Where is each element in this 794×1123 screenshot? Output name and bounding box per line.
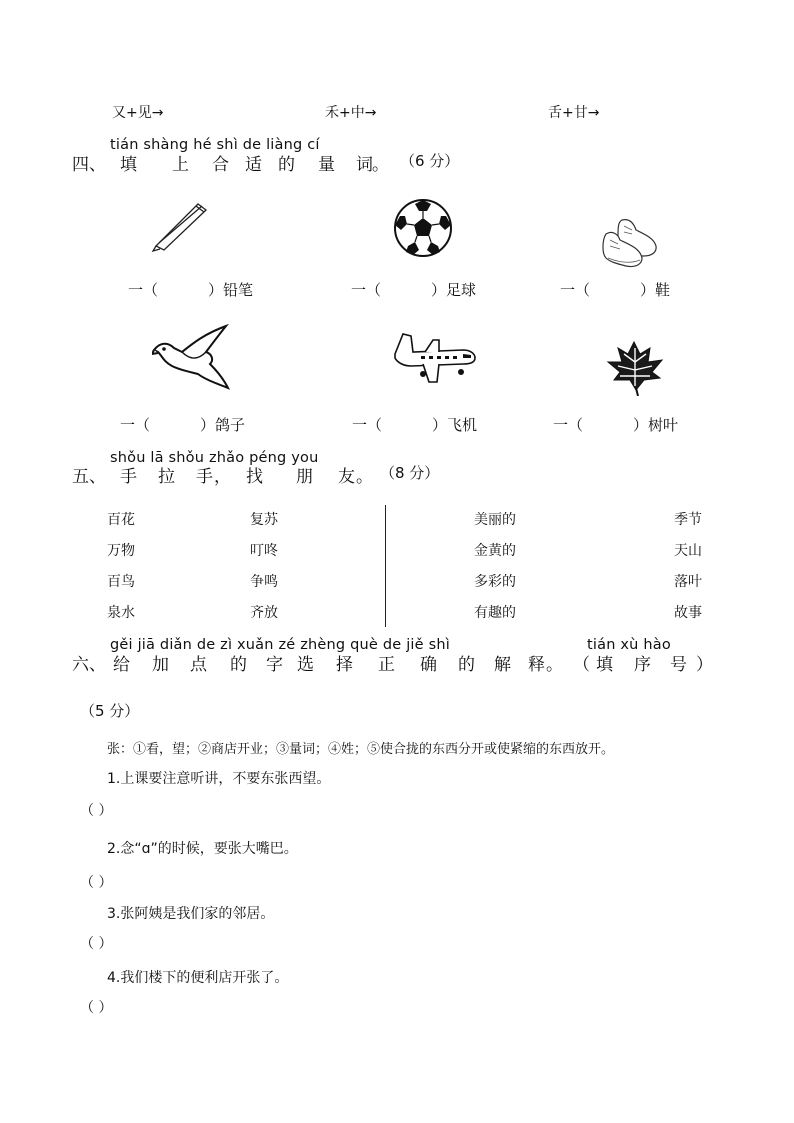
q4-heading-char: 词 bbox=[356, 155, 373, 175]
q6-sentence: 1.上课要注意听讲，不要东张西望。 bbox=[107, 771, 331, 787]
q4-item-prefix: 一（ bbox=[128, 281, 159, 299]
q4-pinyin: tián shàng hé shì de liàng cí bbox=[110, 137, 320, 153]
q5-left-a-word: 百花 bbox=[107, 512, 135, 528]
q5-number: 五、 bbox=[72, 467, 106, 487]
q5-right-a-word: 多彩的 bbox=[474, 574, 516, 590]
column-divider bbox=[385, 505, 386, 627]
q5-heading-char: 手 bbox=[120, 467, 137, 487]
q6-answer-blank[interactable]: （ ） bbox=[80, 803, 113, 819]
pencil-icon bbox=[150, 198, 212, 252]
q6-sentence: 3.张阿姨是我们家的邻居。 bbox=[107, 906, 275, 922]
q4-item-prefix: 一（ bbox=[560, 281, 591, 299]
q5-right-a-word: 金黄的 bbox=[474, 543, 516, 559]
q5-right-a-word: 有趣的 bbox=[474, 605, 516, 621]
q6-answer-blank[interactable]: （ ） bbox=[80, 936, 113, 952]
q6-heading-char: 的 bbox=[230, 655, 247, 675]
q5-heading-char: 拉 bbox=[158, 467, 175, 487]
q4-item-prefix: 一（ bbox=[352, 416, 383, 434]
q5-heading-char: ， bbox=[214, 467, 231, 487]
q6-heading-char: ） bbox=[696, 655, 713, 675]
q6-heading-char: 。 bbox=[546, 655, 563, 675]
q5-left-b-word: 复苏 bbox=[250, 512, 278, 528]
q4-item-prefix: 一（ bbox=[120, 416, 151, 434]
dove-icon bbox=[152, 322, 232, 392]
q6-heading-char: 给 bbox=[113, 655, 130, 675]
q4-item-suffix: ）树叶 bbox=[633, 416, 679, 434]
q5-left-a-word: 万物 bbox=[107, 543, 135, 559]
q4-item-suffix: ）铅笔 bbox=[208, 281, 254, 299]
q6-heading-char: 解 bbox=[494, 655, 511, 675]
q5-left-b-word: 争鸣 bbox=[250, 574, 278, 590]
q4-heading-char: 的 bbox=[278, 155, 295, 175]
q5-heading-char: 。 bbox=[356, 467, 373, 487]
q6-sentence: 4.我们楼下的便利店开张了。 bbox=[107, 970, 289, 986]
q4-score: （6 分） bbox=[400, 152, 460, 170]
q6-heading-char: 释 bbox=[528, 655, 545, 675]
q5-right-b-word: 落叶 bbox=[674, 574, 702, 590]
q4-item-prefix: 一（ bbox=[553, 416, 584, 434]
q5-left-b-word: 叮咚 bbox=[250, 543, 278, 559]
q5-heading-char: 友 bbox=[338, 467, 355, 487]
soccer-ball-icon bbox=[393, 198, 453, 258]
top-row-item-1: 又+见→ bbox=[112, 105, 164, 121]
q5-score: （8 分） bbox=[380, 464, 440, 482]
q4-item-suffix: ）鸽子 bbox=[200, 416, 246, 434]
q6-heading-char: 确 bbox=[420, 655, 437, 675]
q6-answer-blank[interactable]: （ ） bbox=[80, 1000, 113, 1016]
top-row-item-2: 禾+中→ bbox=[325, 105, 377, 121]
q4-heading-char: 量 bbox=[318, 155, 335, 175]
q6-answer-blank[interactable]: （ ） bbox=[80, 875, 113, 891]
q6-heading-char: 正 bbox=[378, 655, 395, 675]
q6-definitions: 张：①看，望；②商店开业；③量词；④姓；⑤使合拢的东西分开或使紧缩的东西放开。 bbox=[107, 742, 615, 757]
q4-item-suffix: ）飞机 bbox=[432, 416, 478, 434]
q6-heading-char: 选 bbox=[297, 655, 314, 675]
leaf-icon bbox=[606, 340, 664, 396]
q4-number: 四、 bbox=[72, 155, 106, 175]
q6-heading-char: 序 bbox=[634, 655, 651, 675]
q6-heading-char: 的 bbox=[458, 655, 475, 675]
q6-heading-char: 字 bbox=[266, 655, 283, 675]
q4-heading-char: 合 bbox=[212, 155, 229, 175]
q5-pinyin: shǒu lā shǒu zhǎo péng you bbox=[110, 450, 319, 466]
q6-sentence: 2.念“ɑ”的时候，要张大嘴巴。 bbox=[107, 841, 298, 857]
q4-heading-char: 。 bbox=[372, 155, 389, 175]
q6-heading-char: 加 bbox=[152, 655, 169, 675]
q5-right-b-word: 季节 bbox=[674, 512, 702, 528]
q4-item-prefix: 一（ bbox=[351, 281, 382, 299]
q6-pinyin-2: tián xù hào bbox=[587, 637, 671, 653]
q4-heading-char: 填 bbox=[120, 155, 137, 175]
q6-heading-char: 号 bbox=[670, 655, 687, 675]
q5-heading-char: 手 bbox=[196, 467, 213, 487]
q4-heading-char: 适 bbox=[245, 155, 262, 175]
airplane-icon bbox=[389, 330, 477, 386]
q5-right-b-word: 天山 bbox=[674, 543, 702, 559]
q4-item-suffix: ）鞋 bbox=[640, 281, 671, 299]
q4-item-suffix: ）足球 bbox=[431, 281, 477, 299]
q5-heading-char: 找 bbox=[246, 467, 263, 487]
q6-heading-char: 择 bbox=[336, 655, 353, 675]
q6-score: （5 分） bbox=[80, 702, 140, 720]
q5-heading-char: 朋 bbox=[296, 467, 313, 487]
q6-pinyin: gěi jiā diǎn de zì xuǎn zé zhèng què de jiě shì bbox=[110, 637, 450, 653]
q5-right-a-word: 美丽的 bbox=[474, 512, 516, 528]
shoes-icon bbox=[600, 216, 660, 272]
q6-heading-char: 填 bbox=[596, 655, 613, 675]
q5-left-a-word: 百鸟 bbox=[107, 574, 135, 590]
q4-heading-char: 上 bbox=[172, 155, 189, 175]
q5-right-b-word: 故事 bbox=[674, 605, 702, 621]
top-row-item-3: 舌+甘→ bbox=[548, 105, 600, 121]
q5-left-a-word: 泉水 bbox=[107, 605, 135, 621]
q5-left-b-word: 齐放 bbox=[250, 605, 278, 621]
q6-number: 六、 bbox=[72, 655, 106, 675]
q6-heading-char: （ bbox=[573, 655, 590, 675]
q6-heading-char: 点 bbox=[190, 655, 207, 675]
